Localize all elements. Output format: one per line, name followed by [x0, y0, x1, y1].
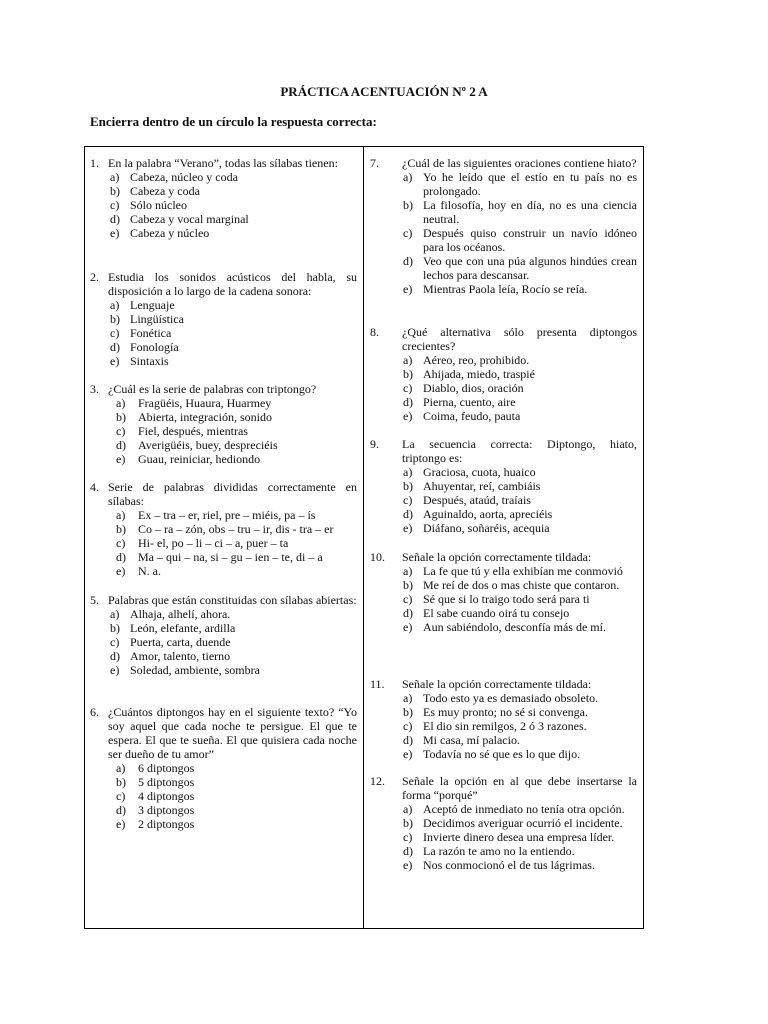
option-text: N. a. [138, 564, 161, 578]
option-text: Ahuyentar, reí, cambiáis [423, 479, 541, 493]
answer-option[interactable] [370, 858, 637, 872]
option-text: Diablo, dios, oración [423, 381, 524, 395]
option-letter: e) [403, 620, 413, 634]
answer-option[interactable] [370, 409, 637, 423]
option-letter: c) [110, 635, 120, 649]
answer-option[interactable] [370, 719, 637, 733]
answer-option[interactable] [370, 479, 637, 493]
option-letter: c) [403, 592, 413, 606]
option-text: La razón te amo no la entiendo. [423, 844, 575, 858]
option-text: León, elefante, ardilla [130, 621, 236, 635]
option-letter: a) [116, 508, 126, 522]
option-text: Fragüéis, Huaura, Huarmey [138, 396, 272, 410]
question-stem: Señale la opción correctamente tildada: [402, 677, 592, 691]
question-1 [90, 156, 357, 240]
answer-option[interactable] [370, 844, 637, 858]
option-letter: e) [116, 452, 126, 466]
option-text: Después, ataúd, traíais [423, 493, 531, 507]
option-letter: c) [116, 536, 126, 550]
option-text: Ahijada, miedo, traspié [423, 367, 535, 381]
option-letter: d) [403, 733, 413, 747]
question-number: 5. [90, 593, 99, 607]
option-letter: e) [116, 564, 126, 578]
answer-option[interactable] [370, 705, 637, 719]
answer-option[interactable] [90, 354, 357, 368]
option-letter: e) [403, 858, 413, 872]
question-stem: La secuencia correcta: Diptongo, hiato, triptongo es: [402, 437, 637, 465]
option-text: 2 diptongos [138, 817, 195, 831]
option-letter: b) [403, 578, 413, 592]
option-letter: c) [403, 226, 413, 240]
option-text: Yo he leído que el estío en tu país no es prolongado. [423, 170, 637, 198]
option-text: La fe que tú y ella exhibían me conmovió [423, 564, 623, 578]
question-stem: Estudia los sonidos acústicos del habla, su disposición a lo largo de la cadena sonora: [108, 270, 357, 298]
answer-option[interactable] [90, 522, 357, 536]
answer-option[interactable] [370, 816, 637, 830]
answer-option[interactable] [90, 761, 357, 775]
option-letter: d) [403, 507, 413, 521]
question-12 [370, 774, 637, 872]
question-9 [370, 437, 637, 535]
option-letter: c) [116, 424, 126, 438]
option-letter: c) [110, 326, 120, 340]
question-header [370, 325, 637, 353]
option-text: Aéreo, reo, prohibido. [423, 353, 530, 367]
column-divider [363, 146, 364, 929]
option-text: Soledad, ambiente, sombra [130, 663, 260, 677]
answer-option[interactable] [370, 592, 637, 606]
question-number: 2. [90, 270, 99, 284]
option-text: 4 diptongos [138, 789, 195, 803]
question-number: 3. [90, 382, 99, 396]
option-letter: e) [403, 747, 413, 761]
option-letter: b) [110, 621, 120, 635]
option-text: La filosofía, hoy en día, no es una ciencia neutral. [423, 198, 637, 226]
option-letter: b) [403, 367, 413, 381]
question-3 [90, 382, 357, 466]
answer-option[interactable] [370, 254, 637, 282]
question-number: 7. [370, 156, 379, 170]
option-letter: c) [403, 381, 413, 395]
option-text: El dio sin remilgos, 2 ó 3 razones. [423, 719, 587, 733]
option-letter: b) [116, 775, 126, 789]
answer-option[interactable] [90, 212, 357, 226]
option-letter: e) [110, 354, 120, 368]
question-number: 9. [370, 437, 379, 451]
option-letter: a) [403, 802, 413, 816]
option-text: Diáfano, soñaréis, acequia [423, 521, 550, 535]
answer-option[interactable] [370, 282, 637, 296]
question-stem: En la palabra “Verano”, todas las sílabas tienen: [108, 156, 338, 170]
question-header [90, 480, 357, 508]
option-letter: c) [403, 493, 413, 507]
question-stem: Serie de palabras divididas correctamente en sílabas: [108, 480, 357, 508]
option-text: Amor, talento, tierno [130, 649, 231, 663]
option-text: Sólo núcleo [130, 198, 187, 212]
question-number: 12. [370, 774, 385, 788]
answer-option[interactable] [90, 226, 357, 240]
option-text: Cabeza y núcleo [130, 226, 210, 240]
option-letter: d) [116, 550, 126, 564]
answer-option[interactable] [370, 507, 637, 521]
option-text: Averigüéis, buey, despreciéis [138, 438, 278, 452]
option-letter: a) [110, 298, 120, 312]
option-text: Graciosa, cuota, huaico [423, 465, 536, 479]
option-text: Ma – qui – na, si – gu – ien – te, di – a [138, 550, 323, 564]
option-text: Mientras Paola leía, Rocío se reía. [423, 282, 588, 296]
option-text: 6 diptongos [138, 761, 195, 775]
answer-option[interactable] [90, 198, 357, 212]
answer-option[interactable] [90, 775, 357, 789]
question-header [90, 270, 357, 298]
answer-option[interactable] [370, 493, 637, 507]
answer-option[interactable] [90, 340, 357, 354]
option-letter: d) [403, 395, 413, 409]
question-header [90, 156, 357, 170]
option-text: Veo que con una púa algunos hindúes crean lechos para descansar. [423, 254, 637, 282]
option-text: Sé que si lo traigo todo será para ti [423, 592, 590, 606]
answer-option[interactable] [90, 789, 357, 803]
option-text: Lingüística [130, 312, 184, 326]
question-stem: ¿Cuál de las siguientes oraciones contiene hiato? [402, 156, 637, 170]
answer-option[interactable] [370, 733, 637, 747]
answer-option[interactable] [90, 184, 357, 198]
option-text: Sintaxis [130, 354, 169, 368]
option-text: Co – ra – zón, obs – tru – ir, dis - tra – er [138, 522, 334, 536]
option-letter: a) [116, 761, 126, 775]
answer-option[interactable] [370, 395, 637, 409]
answer-option[interactable] [90, 635, 357, 649]
option-text: Todavía no sé que es lo que dijo. [423, 747, 581, 761]
question-header [90, 593, 357, 607]
answer-option[interactable] [90, 803, 357, 817]
option-text: Me reí de dos o mas chiste que contaron. [423, 578, 620, 592]
option-text: Guau, reiniciar, hediondo [138, 452, 261, 466]
option-text: Después quiso construir un navío idóneo para los océanos. [423, 226, 637, 254]
question-header [370, 677, 637, 691]
answer-option[interactable] [90, 438, 357, 452]
option-letter: e) [116, 817, 126, 831]
answer-option[interactable] [370, 521, 637, 535]
option-letter: a) [403, 465, 413, 479]
answer-option[interactable] [90, 536, 357, 550]
page-title: PRÁCTICA ACENTUACIÓN Nº 2 A [280, 84, 488, 99]
option-text: Alhaja, alhelí, ahora. [130, 607, 231, 621]
question-11 [370, 677, 637, 761]
answer-option[interactable] [370, 747, 637, 761]
option-letter: e) [403, 282, 413, 296]
option-letter: d) [110, 212, 120, 226]
option-letter: b) [403, 705, 413, 719]
option-text: 5 diptongos [138, 775, 195, 789]
instruction: Encierra dentro de un círculo la respuesta correcta: [90, 114, 377, 129]
option-text: Cabeza y vocal marginal [130, 212, 249, 226]
answer-option[interactable] [90, 564, 357, 578]
option-text: Aguinaldo, aorta, apreciéis [423, 507, 553, 521]
option-letter: c) [403, 719, 413, 733]
option-text: Lenguaje [130, 298, 175, 312]
option-text: Hi- el, po – li – ci – a, puer – ta [138, 536, 289, 550]
answer-option[interactable] [370, 353, 637, 367]
answer-option[interactable] [90, 663, 357, 677]
option-letter: a) [110, 607, 120, 621]
option-letter: e) [110, 663, 120, 677]
answer-option[interactable] [90, 396, 357, 410]
answer-option[interactable] [370, 465, 637, 479]
answer-option[interactable] [370, 564, 637, 578]
question-stem: Palabras que están constituidas con sílabas abiertas: [108, 593, 357, 607]
answer-option[interactable] [90, 424, 357, 438]
option-text: Coima, feudo, pauta [423, 409, 521, 423]
option-text: Es muy pronto; no sé si convenga. [423, 705, 588, 719]
answer-option[interactable] [370, 606, 637, 620]
question-stem: Señale la opción en al que debe insertarse la forma “porqué” [402, 774, 637, 802]
option-text: Todo esto ya es demasiado obsoleto. [423, 691, 599, 705]
option-text: Mi casa, mí palacio. [423, 733, 520, 747]
option-letter: e) [403, 409, 413, 423]
question-stem: Señale la opción correctamente tildada: [402, 550, 592, 564]
question-stem: ¿Cuántos diptongos hay en el siguiente texto? “Yo soy aquel que cada noche te persigue. El que te espera. El que te sueña. El que quisiera cada noche ser dueño de tu amor” [108, 705, 357, 761]
answer-option[interactable] [90, 312, 357, 326]
option-letter: d) [403, 844, 413, 858]
option-text: Nos conmocionó el de tus lágrimas. [423, 858, 595, 872]
question-number: 11. [370, 677, 385, 691]
option-letter: c) [403, 830, 413, 844]
option-letter: b) [116, 410, 126, 424]
option-text: Cabeza, núcleo y coda [130, 170, 238, 184]
question-6 [90, 705, 357, 831]
question-header [370, 437, 637, 465]
question-7 [370, 156, 637, 296]
answer-option[interactable] [90, 170, 357, 184]
option-letter: d) [110, 649, 120, 663]
question-number: 1. [90, 156, 99, 170]
option-letter: a) [116, 396, 126, 410]
answer-option[interactable] [90, 410, 357, 424]
option-letter: a) [110, 170, 120, 184]
option-text: Aceptó de inmediato no tenía otra opción. [423, 802, 625, 816]
answer-option[interactable] [90, 817, 357, 831]
answer-option[interactable] [370, 226, 637, 254]
option-text: 3 diptongos [138, 803, 195, 817]
option-letter: b) [116, 522, 126, 536]
answer-option[interactable] [370, 367, 637, 381]
answer-option[interactable] [90, 326, 357, 340]
answer-option[interactable] [90, 298, 357, 312]
option-text: Invierte dinero desea una empresa líder. [423, 830, 615, 844]
option-letter: d) [116, 438, 126, 452]
option-text: Fiel, después, mientras [138, 424, 248, 438]
option-text: Pierna, cuento, aire [423, 395, 516, 409]
question-number: 6. [90, 705, 99, 719]
option-letter: a) [403, 170, 413, 184]
option-letter: b) [110, 184, 120, 198]
question-header [370, 550, 637, 564]
question-header [90, 382, 357, 396]
option-letter: a) [403, 353, 413, 367]
question-number: 8. [370, 325, 379, 339]
question-header [90, 705, 357, 761]
option-letter: d) [403, 606, 413, 620]
answer-option[interactable] [370, 802, 637, 816]
option-letter: b) [110, 312, 120, 326]
option-letter: d) [116, 803, 126, 817]
option-text: Fonología [130, 340, 179, 354]
answer-option[interactable] [370, 170, 637, 198]
question-number: 4. [90, 480, 99, 494]
option-text: Ex – tra – er, riel, pre – miéis, pa – ís [138, 508, 316, 522]
answer-option[interactable] [370, 198, 637, 226]
question-10 [370, 550, 637, 634]
option-text: Decidimos averiguar ocurrió el incidente. [423, 816, 623, 830]
option-text: Puerta, carta, duende [130, 635, 231, 649]
answer-option[interactable] [90, 508, 357, 522]
answer-option[interactable] [370, 381, 637, 395]
option-letter: b) [403, 198, 413, 212]
answer-option[interactable] [90, 452, 357, 466]
option-letter: e) [110, 226, 120, 240]
option-letter: c) [116, 789, 126, 803]
answer-option[interactable] [370, 578, 637, 592]
question-stem: ¿Cuál es la serie de palabras con triptongo? [108, 382, 317, 396]
answer-option[interactable] [370, 620, 637, 634]
answer-option[interactable] [370, 691, 637, 705]
option-text: El sabe cuando oirá tu consejo [423, 606, 570, 620]
answer-option[interactable] [90, 621, 357, 635]
question-header [370, 156, 637, 170]
option-letter: d) [403, 254, 413, 268]
question-stem: ¿Qué alternativa sólo presenta diptongos crecientes? [402, 325, 637, 353]
option-text: Aun sabiéndolo, desconfía más de mí. [423, 620, 606, 634]
option-letter: b) [403, 479, 413, 493]
question-2 [90, 270, 357, 368]
option-letter: a) [403, 691, 413, 705]
question-4 [90, 480, 357, 578]
question-header [370, 774, 637, 802]
option-letter: c) [110, 198, 120, 212]
option-text: Cabeza y coda [130, 184, 200, 198]
option-letter: b) [403, 816, 413, 830]
option-letter: a) [403, 564, 413, 578]
option-letter: e) [403, 521, 413, 535]
question-5 [90, 593, 357, 677]
answer-option[interactable] [90, 607, 357, 621]
option-text: Abierta, integración, sonido [138, 410, 272, 424]
answer-option[interactable] [370, 830, 637, 844]
answer-option[interactable] [90, 550, 357, 564]
option-text: Fonética [130, 326, 172, 340]
question-number: 10. [370, 550, 385, 564]
option-letter: d) [110, 340, 120, 354]
question-8 [370, 325, 637, 423]
answer-option[interactable] [90, 649, 357, 663]
